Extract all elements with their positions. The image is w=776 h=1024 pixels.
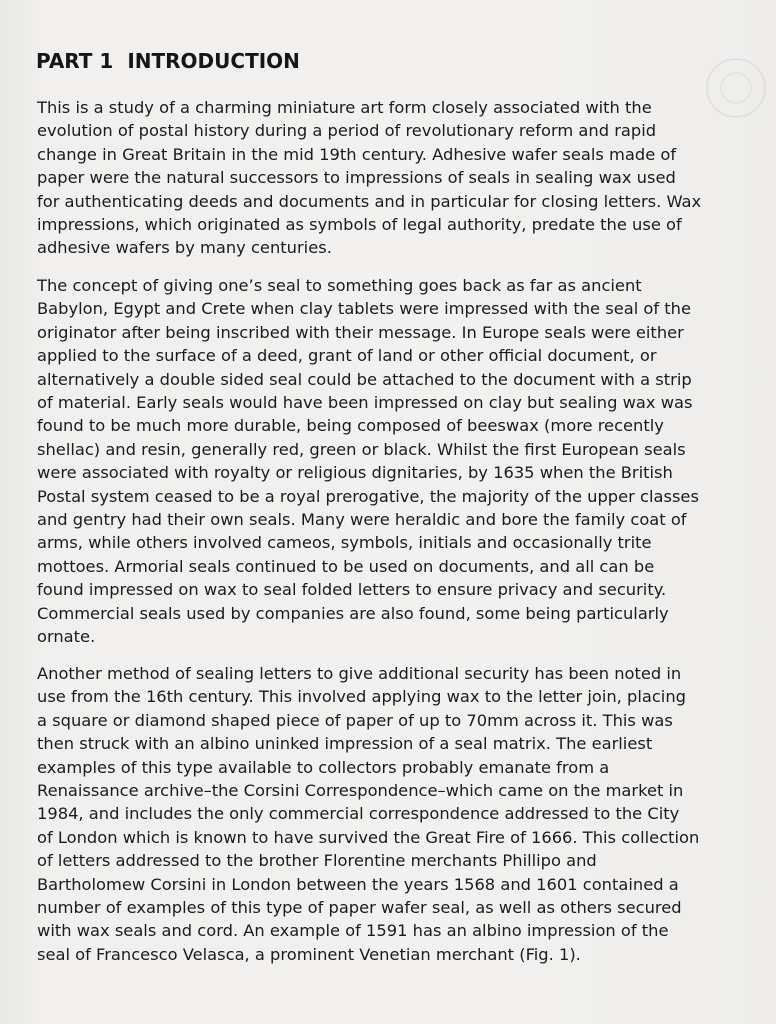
text-line: mottoes. Armorial seals continued to be used on documents, and all can be (37, 556, 655, 576)
section-title: INTRODUCTION (127, 49, 300, 73)
text-line: 1984, and includes the only commercial correspondence addressed to the City (37, 804, 680, 824)
text-line: The concept of giving one’s seal to something goes back as far as ancient (37, 276, 642, 295)
text-line: impressions, which originated as symbols of legal authority, predate the use of (37, 215, 682, 235)
text-line: applied to the surface of a deed, grant of land or other official document, or (37, 346, 657, 366)
paragraph-intro (37, 96, 747, 260)
text-line: seal of Francesco Velasca, a prominent Venetian merchant (Fig. 1). (37, 944, 581, 964)
text-line: change in Great Britain in the mid 19th century. Adhesive wafer seals made of (37, 144, 677, 164)
text-line: Commercial seals used by companies are also found, some being particularly (37, 603, 669, 623)
text-line: a square or diamond shaped piece of paper of up to 70mm across it. This was (37, 710, 673, 730)
text-line: Babylon, Egypt and Crete when clay tablets were impressed with the seal of the (37, 299, 692, 319)
text-line: arms, while others involved cameos, symbols, initials and occasionally trite (37, 533, 652, 553)
text-line: and gentry had their own seals. Many were heraldic and bore the family coat of (37, 510, 687, 530)
text-line: adhesive wafers by many centuries. (37, 238, 332, 258)
text-line: of letters addressed to the brother Florentine merchants Phillipo and (37, 851, 597, 871)
text-line: originator after being inscribed with their message. In Europe seals were either (37, 322, 684, 342)
text-line: of material. Early seals would have been impressed on clay but sealing wax was (37, 393, 693, 413)
paragraph-paper-wafers (37, 662, 747, 966)
text-line: Bartholomew Corsini in London between the years 1568 and 1601 contained a (37, 874, 679, 894)
text-line: Renaissance archive–the Corsini Correspondence–which came on the market in (37, 781, 684, 801)
text-line: ornate. (37, 627, 96, 647)
text-line: Postal system ceased to be a royal prerogative, the majority of the upper classes (37, 486, 699, 506)
text-line: examples of this type available to collectors probably emanate from a (37, 757, 610, 777)
text-line: found to be much more durable, being composed of beeswax (more recently (37, 416, 664, 436)
text-line: use from the 16th century. This involved applying wax to the letter join, placing (37, 687, 686, 707)
text-line: number of examples of this type of paper wafer seal, as well as others secured (37, 898, 682, 918)
paragraph-seal-history (37, 274, 747, 649)
text-line: for authenticating deeds and documents and in particular for closing letters. Wax (37, 191, 702, 211)
text-line: evolution of postal history during a period of revolutionary reform and rapid (37, 121, 657, 141)
text-line: This is a study of a charming miniature art form closely associated with the (37, 98, 652, 117)
text-line: Another method of sealing letters to give additional security has been noted in (37, 664, 682, 683)
text-line: found impressed on wax to seal folded letters to ensure privacy and security. (37, 580, 667, 600)
section-heading (36, 48, 300, 74)
text-line: were associated with royalty or religious dignitaries, by 1635 when the British (37, 463, 673, 483)
text-line: shellac) and resin, generally red, green or black. Whilst the first European seals (37, 439, 686, 459)
text-line: then struck with an albino uninked impression of a seal matrix. The earliest (37, 734, 653, 754)
text-line: alternatively a double sided seal could be attached to the document with a strip (37, 369, 692, 389)
text-line: of London which is known to have survived the Great Fire of 1666. This collection (37, 827, 700, 847)
text-line: paper were the natural successors to impressions of seals in sealing wax used (37, 168, 676, 188)
text-line: with wax seals and cord. An example of 1591 has an albino impression of the (37, 921, 669, 941)
section-number: PART 1 (36, 49, 114, 73)
